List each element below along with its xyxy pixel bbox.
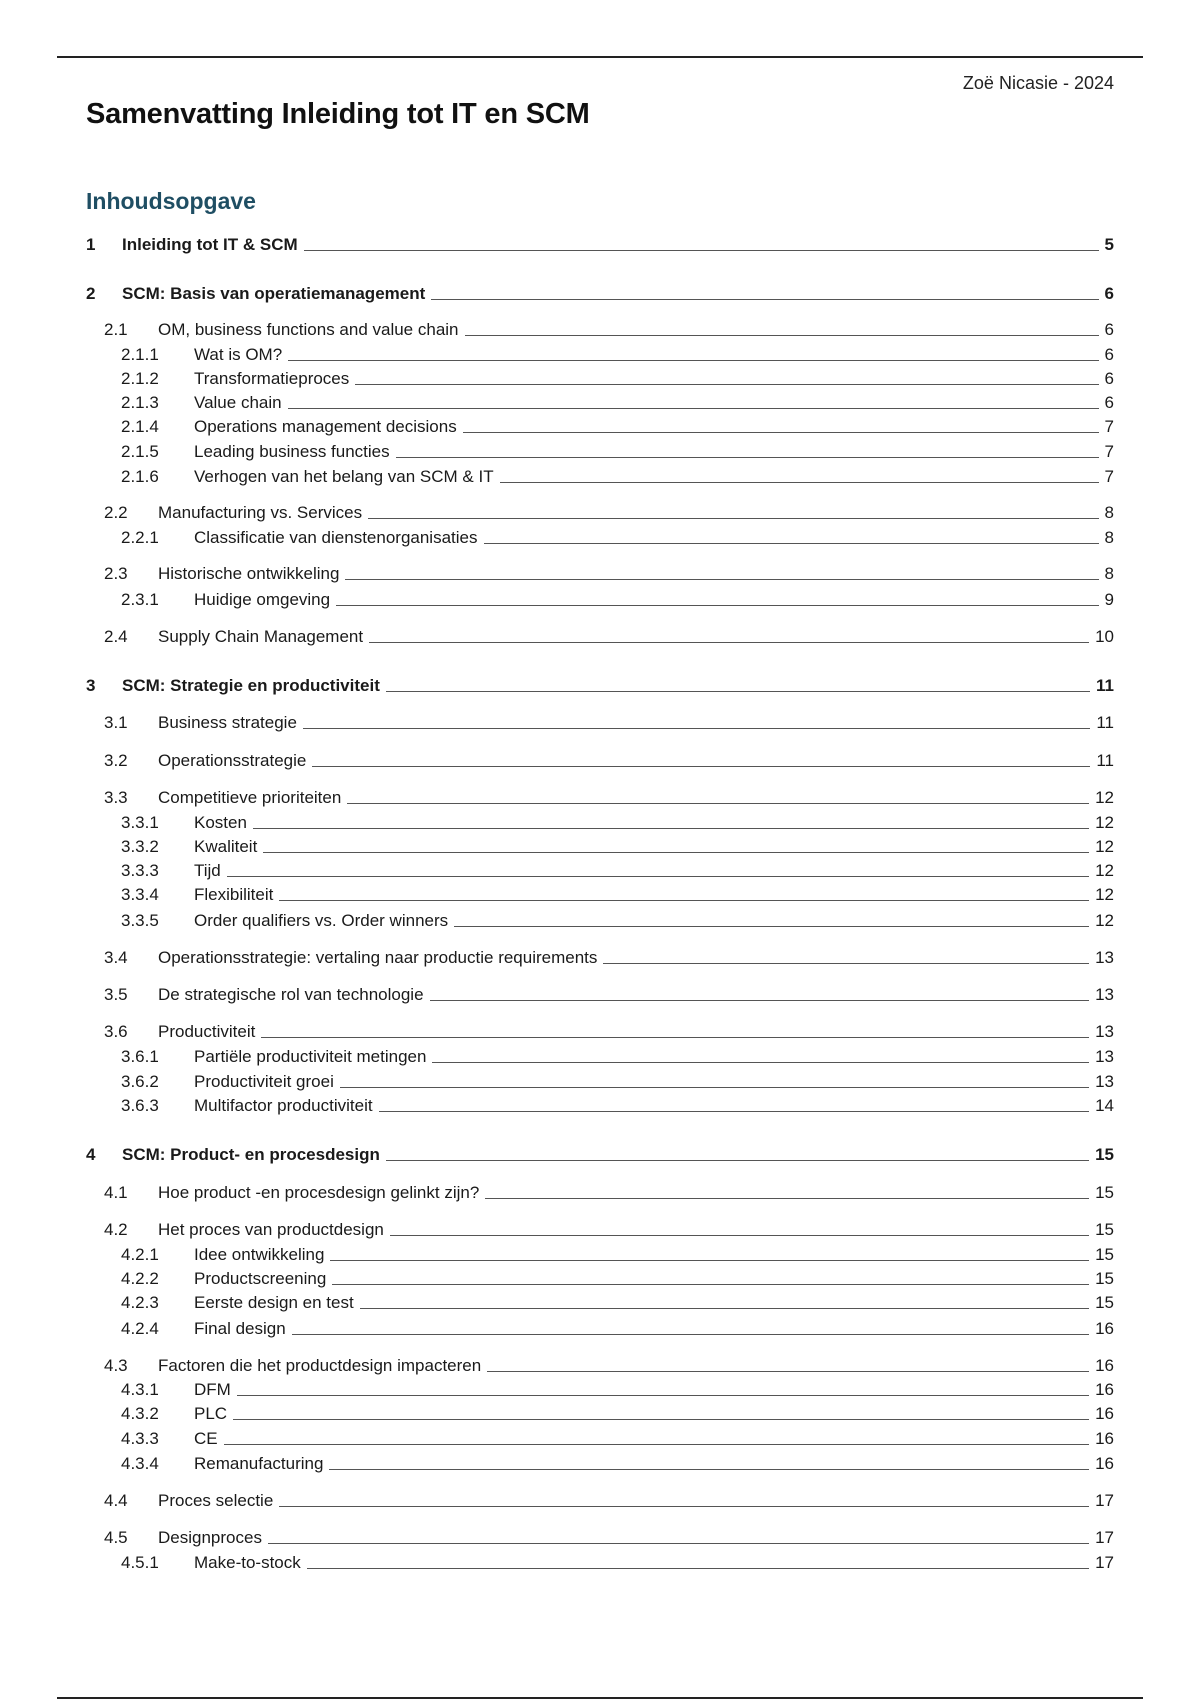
toc-entry-number: 3.2: [104, 751, 128, 770]
toc-entry-page: 8: [1104, 503, 1114, 522]
bottom-rule: [57, 1697, 1143, 1699]
toc-leader-line: [432, 1062, 1089, 1063]
toc-entry-number: 4.5: [104, 1528, 128, 1547]
toc-entry-page: 12: [1095, 813, 1114, 832]
toc-entry-number: 4.1: [104, 1183, 128, 1202]
toc-entry-title: Manufacturing vs. Services: [158, 503, 363, 522]
toc-entry-title: Competitieve prioriteiten: [158, 788, 342, 807]
toc-entry-title: Transformatieproces: [194, 369, 350, 388]
toc-entry-level2[interactable]: [86, 787, 1114, 809]
top-rule: [57, 56, 1143, 58]
toc-leader-line: [261, 1037, 1089, 1038]
toc-leader-line: [292, 1334, 1089, 1335]
toc-leader-line: [369, 642, 1089, 643]
toc-entry-number: 2.1.3: [121, 393, 159, 412]
toc-entry-number: 4.3.3: [121, 1429, 159, 1448]
toc-leader-line: [304, 250, 1099, 251]
toc-entry-number: 3: [86, 676, 96, 695]
toc-entry-level2[interactable]: [86, 319, 1114, 341]
toc-entry-number: 2.1: [104, 320, 128, 339]
toc-entry-title: DFM: [194, 1380, 231, 1399]
toc-leader-line: [347, 803, 1089, 804]
toc-entry-page: 15: [1095, 1245, 1114, 1264]
toc-entry-page: 7: [1104, 417, 1114, 436]
toc-leader-line: [386, 1160, 1089, 1161]
toc-entry-number: 3.6.1: [121, 1047, 159, 1066]
toc-entry-level3[interactable]: [86, 910, 1114, 932]
toc-entry-level2[interactable]: [86, 984, 1114, 1006]
toc-leader-line: [279, 900, 1089, 901]
toc-entry-title: De strategische rol van technologie: [158, 985, 424, 1004]
toc-leader-line: [396, 457, 1099, 458]
toc-entry-level3[interactable]: [86, 466, 1114, 488]
toc-entry-level2[interactable]: [86, 626, 1114, 648]
toc-entry-page: 5: [1104, 235, 1114, 254]
toc-entry-number: 2.2.1: [121, 528, 159, 547]
toc-entry-page: 17: [1095, 1491, 1114, 1510]
toc-entry-title: Kosten: [194, 813, 247, 832]
toc-entry-number: 2.3: [104, 564, 128, 583]
toc-entry-title: Multifactor productiviteit: [194, 1096, 373, 1115]
toc-entry-number: 2.1.4: [121, 417, 159, 436]
toc-leader-line: [386, 691, 1090, 692]
toc-entry-title: Huidige omgeving: [194, 590, 331, 609]
toc-entry-title: Productiviteit groei: [194, 1072, 334, 1091]
toc-entry-page: 9: [1104, 590, 1114, 609]
toc-entry-page: 11: [1096, 676, 1114, 695]
toc-entry-title: Inleiding tot IT & SCM: [122, 235, 298, 254]
toc-leader-line: [360, 1308, 1089, 1309]
toc-entry-number: 4.2.1: [121, 1245, 159, 1264]
toc-entry-title: Idee ontwikkeling: [194, 1245, 325, 1264]
toc-entry-number: 4.3: [104, 1356, 128, 1375]
toc-leader-line: [454, 926, 1089, 927]
toc-entry-level3[interactable]: [86, 860, 1114, 882]
toc-entry-number: 3.6: [104, 1022, 128, 1041]
toc-leader-line: [312, 766, 1090, 767]
toc-entry-number: 3.1: [104, 713, 128, 732]
toc-entry-title: Tijd: [194, 861, 221, 880]
toc-entry-number: 1: [86, 235, 96, 254]
toc-entry-number: 4.2.3: [121, 1293, 159, 1312]
toc-entry-level3[interactable]: [86, 1071, 1114, 1093]
toc-entry-page: 15: [1095, 1293, 1114, 1312]
toc-leader-line: [465, 335, 1099, 336]
toc-entry-number: 3.3.4: [121, 885, 159, 904]
toc-entry-level3[interactable]: [86, 812, 1114, 834]
toc-entry-level3[interactable]: [86, 589, 1114, 611]
toc-entry-level3[interactable]: [86, 1379, 1114, 1401]
toc-entry-number: 3.4: [104, 948, 128, 967]
toc-leader-line: [500, 482, 1099, 483]
toc-leader-line: [485, 1198, 1089, 1199]
toc-entry-level3[interactable]: [86, 884, 1114, 906]
toc-entry-level2[interactable]: [86, 502, 1114, 524]
toc-leader-line: [224, 1444, 1089, 1445]
toc-entry-number: 4.4: [104, 1491, 128, 1510]
toc-entry-level1[interactable]: [86, 283, 1114, 305]
toc-entry-level1[interactable]: [86, 1144, 1114, 1166]
toc-entry-number: 3.6.3: [121, 1096, 159, 1115]
toc-entry-number: 3.3: [104, 788, 128, 807]
toc-entry-number: 4.2: [104, 1220, 128, 1239]
toc-entry-title: Classificatie van dienstenorganisaties: [194, 528, 478, 547]
toc-entry-title: Final design: [194, 1319, 286, 1338]
toc-entry-level2[interactable]: [86, 1021, 1114, 1043]
toc-entry-level3[interactable]: [86, 527, 1114, 549]
toc-entry-page: 12: [1095, 788, 1114, 807]
toc-entry-title: Historische ontwikkeling: [158, 564, 340, 583]
toc-entry-number: 2.1.5: [121, 442, 159, 461]
toc-leader-line: [431, 299, 1098, 300]
document-title: Samenvatting Inleiding tot IT en SCM: [86, 98, 590, 130]
toc-entry-page: 6: [1104, 345, 1114, 364]
toc-entry-level3[interactable]: [86, 1244, 1114, 1266]
toc-entry-title: Order qualifiers vs. Order winners: [194, 911, 449, 930]
toc-entry-title: Business strategie: [158, 713, 297, 732]
toc-entry-page: 16: [1095, 1404, 1114, 1423]
toc-entry-title: Het proces van productdesign: [158, 1220, 384, 1239]
toc-entry-level3[interactable]: [86, 1268, 1114, 1290]
toc-leader-line: [279, 1506, 1089, 1507]
toc-leader-line: [288, 360, 1098, 361]
toc-entry-title: Kwaliteit: [194, 837, 258, 856]
toc-leader-line: [303, 728, 1090, 729]
toc-entry-number: 3.3.1: [121, 813, 159, 832]
toc-entry-level3[interactable]: [86, 1046, 1114, 1068]
toc-entry-title: Leading business functies: [194, 442, 390, 461]
toc-entry-level3[interactable]: [86, 368, 1114, 390]
toc-entry-page: 12: [1095, 837, 1114, 856]
toc-leader-line: [484, 543, 1099, 544]
toc-entry-level2[interactable]: [86, 1490, 1114, 1512]
toc-entry-level2[interactable]: [86, 750, 1114, 772]
toc-entry-level3[interactable]: [86, 1403, 1114, 1425]
toc-entry-level3[interactable]: [86, 416, 1114, 438]
toc-entry-level3[interactable]: [86, 441, 1114, 463]
toc-leader-line: [336, 605, 1098, 606]
toc-entry-number: 2.1.2: [121, 369, 159, 388]
toc-entry-number: 4.3.1: [121, 1380, 159, 1399]
toc-entry-page: 16: [1095, 1429, 1114, 1448]
toc-entry-level2[interactable]: [86, 563, 1114, 585]
toc-entry-title: SCM: Product- en procesdesign: [122, 1145, 380, 1164]
toc-entry-page: 15: [1095, 1269, 1114, 1288]
toc-entry-number: 2.2: [104, 503, 128, 522]
toc-entry-level3[interactable]: [86, 1453, 1114, 1475]
toc-entry-page: 11: [1096, 751, 1114, 770]
toc-entry-title: Flexibiliteit: [194, 885, 274, 904]
toc-entry-page: 16: [1095, 1454, 1114, 1473]
toc-leader-line: [390, 1235, 1089, 1236]
toc-entry-page: 7: [1104, 467, 1114, 486]
toc-entry-page: 13: [1095, 948, 1114, 967]
toc-entry-level2[interactable]: [86, 1219, 1114, 1241]
toc-entry-page: 15: [1095, 1220, 1114, 1239]
toc-entry-page: 17: [1095, 1553, 1114, 1572]
toc-entry-number: 4.5.1: [121, 1553, 159, 1572]
toc-entry-level2[interactable]: [86, 712, 1114, 734]
toc-entry-number: 3.3.3: [121, 861, 159, 880]
toc-leader-line: [603, 963, 1089, 964]
toc-entry-title: Productiviteit: [158, 1022, 256, 1041]
toc-entry-number: 4.2.4: [121, 1319, 159, 1338]
toc-leader-line: [263, 852, 1089, 853]
toc-entry-title: Supply Chain Management: [158, 627, 364, 646]
toc-entry-number: 4.3.2: [121, 1404, 159, 1423]
toc-leader-line: [340, 1087, 1089, 1088]
toc-entry-page: 16: [1095, 1380, 1114, 1399]
toc-entry-title: Verhogen van het belang van SCM & IT: [194, 467, 494, 486]
toc-entry-level1[interactable]: [86, 234, 1114, 256]
toc-entry-title: Designproces: [158, 1528, 262, 1547]
toc-leader-line: [253, 828, 1089, 829]
toc-entry-level3[interactable]: [86, 1318, 1114, 1340]
toc-leader-line: [237, 1395, 1089, 1396]
toc-entry-page: 15: [1095, 1183, 1114, 1202]
toc-entry-number: 3.5: [104, 985, 128, 1004]
toc-entry-page: 16: [1095, 1356, 1114, 1375]
toc-entry-page: 12: [1095, 911, 1114, 930]
toc-entry-page: 16: [1095, 1319, 1114, 1338]
toc-entry-level3[interactable]: [86, 392, 1114, 414]
toc-entry-title: Partiële productiviteit metingen: [194, 1047, 427, 1066]
toc-entry-title: Remanufacturing: [194, 1454, 324, 1473]
toc-entry-title: SCM: Basis van operatiemanagement: [122, 284, 426, 303]
toc-entry-level3[interactable]: [86, 1552, 1114, 1574]
toc-entry-title: Proces selectie: [158, 1491, 274, 1510]
toc-entry-page: 14: [1095, 1096, 1114, 1115]
toc-leader-line: [345, 579, 1098, 580]
header-author: Zoë Nicasie - 2024: [962, 73, 1114, 93]
toc-entry-number: 4.2.2: [121, 1269, 159, 1288]
toc-entry-page: 15: [1095, 1145, 1114, 1164]
toc-entry-number: 4.3.4: [121, 1454, 159, 1473]
toc-leader-line: [329, 1469, 1089, 1470]
toc-entry-page: 8: [1104, 564, 1114, 583]
toc-entry-page: 6: [1104, 393, 1114, 412]
toc-leader-line: [487, 1371, 1089, 1372]
toc-entry-page: 7: [1104, 442, 1114, 461]
toc-entry-title: Make-to-stock: [194, 1553, 301, 1572]
toc-entry-title: PLC: [194, 1404, 228, 1423]
toc-entry-title: Productscreening: [194, 1269, 327, 1288]
toc-leader-line: [368, 518, 1098, 519]
toc-leader-line: [233, 1419, 1089, 1420]
toc-entry-level2[interactable]: [86, 1527, 1114, 1549]
toc-entry-page: 13: [1095, 1047, 1114, 1066]
toc-entry-level3[interactable]: [86, 1095, 1114, 1117]
toc-entry-page: 17: [1095, 1528, 1114, 1547]
toc-heading: Inhoudsopgave: [86, 188, 256, 214]
toc-entry-number: 3.3.2: [121, 837, 159, 856]
toc-entry-level3[interactable]: [86, 344, 1114, 366]
toc-leader-line: [307, 1568, 1089, 1569]
toc-entry-page: 13: [1095, 985, 1114, 1004]
toc-leader-line: [430, 1000, 1090, 1001]
toc-entry-page: 6: [1104, 284, 1114, 303]
toc-entry-page: 11: [1096, 713, 1114, 732]
toc-entry-number: 2.1.1: [121, 345, 159, 364]
toc-entry-level3[interactable]: [86, 1428, 1114, 1450]
toc-entry-number: 2.1.6: [121, 467, 159, 486]
toc-entry-title: Wat is OM?: [194, 345, 283, 364]
toc-entry-number: 3.6.2: [121, 1072, 159, 1091]
toc-entry-level3[interactable]: [86, 836, 1114, 858]
toc-entry-page: 12: [1095, 885, 1114, 904]
toc-entry-page: 10: [1095, 627, 1114, 646]
toc-entry-page: 12: [1095, 861, 1114, 880]
toc-entry-title: Hoe product -en procesdesign gelinkt zijn?: [158, 1183, 480, 1202]
toc-entry-title: Factoren die het productdesign impacteren: [158, 1356, 482, 1375]
toc-leader-line: [288, 408, 1099, 409]
toc-entry-title: OM, business functions and value chain: [158, 320, 459, 339]
toc-entry-title: Eerste design en test: [194, 1293, 354, 1312]
toc-entry-level1[interactable]: [86, 675, 1114, 697]
toc-entry-title: Operationsstrategie: vertaling naar productie requirements: [158, 948, 598, 967]
toc-leader-line: [227, 876, 1089, 877]
toc-leader-line: [332, 1284, 1089, 1285]
toc-entry-level3[interactable]: [86, 1292, 1114, 1314]
toc-entry-number: 2.3.1: [121, 590, 159, 609]
toc-entry-title: Operations management decisions: [194, 417, 457, 436]
toc-entry-page: 6: [1104, 320, 1114, 339]
toc-entry-title: CE: [194, 1429, 218, 1448]
toc-entry-title: Value chain: [194, 393, 282, 412]
toc-entry-number: 3.3.5: [121, 911, 159, 930]
toc-entry-number: 4: [86, 1145, 96, 1164]
toc-leader-line: [268, 1543, 1089, 1544]
toc-leader-line: [463, 432, 1099, 433]
toc-leader-line: [379, 1111, 1090, 1112]
toc-entry-level2[interactable]: [86, 947, 1114, 969]
toc-leader-line: [330, 1260, 1089, 1261]
toc-entry-title: Operationsstrategie: [158, 751, 307, 770]
toc-entry-page: 13: [1095, 1022, 1114, 1041]
toc-entry-number: 2.4: [104, 627, 128, 646]
toc-entry-page: 8: [1104, 528, 1114, 547]
toc-entry-page: 13: [1095, 1072, 1114, 1091]
toc-leader-line: [355, 384, 1098, 385]
toc-entry-page: 6: [1104, 369, 1114, 388]
toc-entry-level2[interactable]: [86, 1182, 1114, 1204]
toc-entry-level2[interactable]: [86, 1355, 1114, 1377]
toc-entry-title: SCM: Strategie en productiviteit: [122, 676, 380, 695]
toc-entry-number: 2: [86, 284, 96, 303]
